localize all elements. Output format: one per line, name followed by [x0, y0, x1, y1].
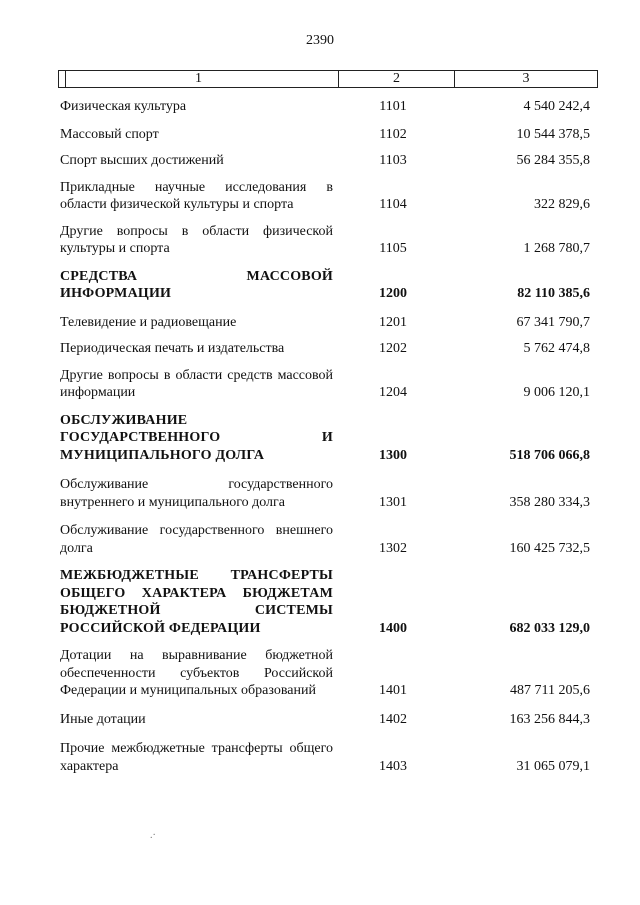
row-amount: 4 540 242,4 — [523, 99, 590, 114]
row-name: Обслуживание государственного внешнего долга — [60, 523, 333, 556]
row-name: ОБСЛУЖИВАНИЕ ГОСУДАРСТВЕННОГО И МУНИЦИПАЛЬНОГО ДОЛГА — [60, 412, 333, 463]
row-code: 1103 — [379, 153, 407, 168]
row-name: СРЕДСТВА МАССОВОЙ ИНФОРМАЦИИ — [60, 268, 333, 301]
row-name: Дотации на выравнивание бюджетной обеспеченности субъектов Российской Федерации и муниципальных образований — [60, 648, 333, 698]
row-amount: 10 544 378,5 — [516, 126, 590, 142]
row-name: Прикладные научные исследования в области физической культуры и спорта — [60, 179, 333, 212]
scan-artifact: .· — [150, 830, 156, 841]
row-code: 1400 — [379, 620, 407, 636]
row-amount: 322 829,6 — [534, 197, 590, 212]
table-row — [60, 567, 590, 637]
row-name: Другие вопросы в области физической культуры и спорта — [60, 223, 333, 256]
row-name: Физическая культура — [60, 99, 187, 114]
row-code: 1402 — [379, 711, 407, 727]
row-amount: 682 033 129,0 — [509, 620, 590, 636]
row-name: Массовый спорт — [60, 126, 159, 142]
row-code: 1202 — [379, 341, 407, 356]
row-code: 1200 — [379, 286, 407, 301]
row-name: Телевидение и радиовещание — [60, 314, 237, 330]
row-code: 1302 — [379, 540, 407, 556]
row-amount: 358 280 334,3 — [509, 494, 590, 510]
row-name: Иные дотации — [60, 711, 146, 727]
row-amount: 160 425 732,5 — [509, 540, 590, 556]
table-row — [60, 711, 590, 729]
table-row — [60, 522, 590, 557]
header-left-edge — [65, 71, 66, 87]
row-amount: 9 006 120,1 — [523, 385, 590, 400]
row-name: Другие вопросы в области средств массовой информации — [60, 367, 333, 400]
row-code: 1101 — [379, 99, 407, 114]
row-code: 1201 — [379, 314, 407, 330]
row-amount: 56 284 355,8 — [516, 153, 590, 168]
row-code: 1401 — [379, 683, 407, 698]
table-row — [60, 412, 590, 465]
row-amount: 163 256 844,3 — [509, 711, 590, 727]
table-row — [60, 340, 590, 358]
table-row — [60, 740, 590, 775]
row-code: 1104 — [379, 197, 407, 212]
row-name: Обслуживание государственного внутреннего и муниципального долга — [60, 477, 333, 510]
table-row — [60, 223, 590, 258]
row-amount: 31 065 079,1 — [516, 758, 590, 774]
table-row — [60, 268, 590, 303]
row-amount: 518 706 066,8 — [509, 447, 590, 463]
table-row — [60, 367, 590, 402]
row-amount: 5 762 474,8 — [523, 341, 590, 356]
page-number: 2390 — [306, 33, 334, 48]
row-name: МЕЖБЮДЖЕТНЫЕ ТРАНСФЕРТЫ ОБЩЕГО ХАРАКТЕРА БЮДЖЕТАМ БЮДЖЕТНОЙ СИСТЕМЫ РОССИЙСКОЙ ФЕДЕРАЦИИ — [60, 568, 333, 636]
table-header — [58, 70, 598, 88]
table-row — [60, 647, 590, 700]
row-code: 1403 — [379, 758, 407, 774]
row-code: 1102 — [379, 126, 407, 142]
table-row — [60, 152, 590, 170]
row-name: Спорт высших достижений — [60, 153, 224, 168]
row-code: 1301 — [379, 494, 407, 510]
row-name: Прочие межбюджетные трансферты общего характера — [60, 741, 333, 774]
row-code: 1204 — [379, 385, 407, 400]
header-col-3: 3 — [522, 71, 530, 86]
table-row — [60, 314, 590, 332]
row-amount: 82 110 385,6 — [517, 286, 590, 301]
row-code: 1105 — [379, 241, 407, 256]
table-row — [60, 98, 590, 116]
table-row — [60, 476, 590, 511]
row-amount: 67 341 790,7 — [516, 314, 590, 330]
budget-table-body — [60, 88, 590, 775]
table-row — [60, 126, 590, 144]
row-amount: 1 268 780,7 — [523, 241, 590, 256]
table-row — [60, 179, 590, 214]
row-code: 1300 — [379, 447, 407, 463]
row-name: Периодическая печать и издательства — [60, 341, 285, 356]
header-col-2: 2 — [339, 71, 455, 87]
row-amount: 487 711 205,6 — [510, 683, 590, 698]
header-col-1: 1 — [59, 71, 339, 87]
